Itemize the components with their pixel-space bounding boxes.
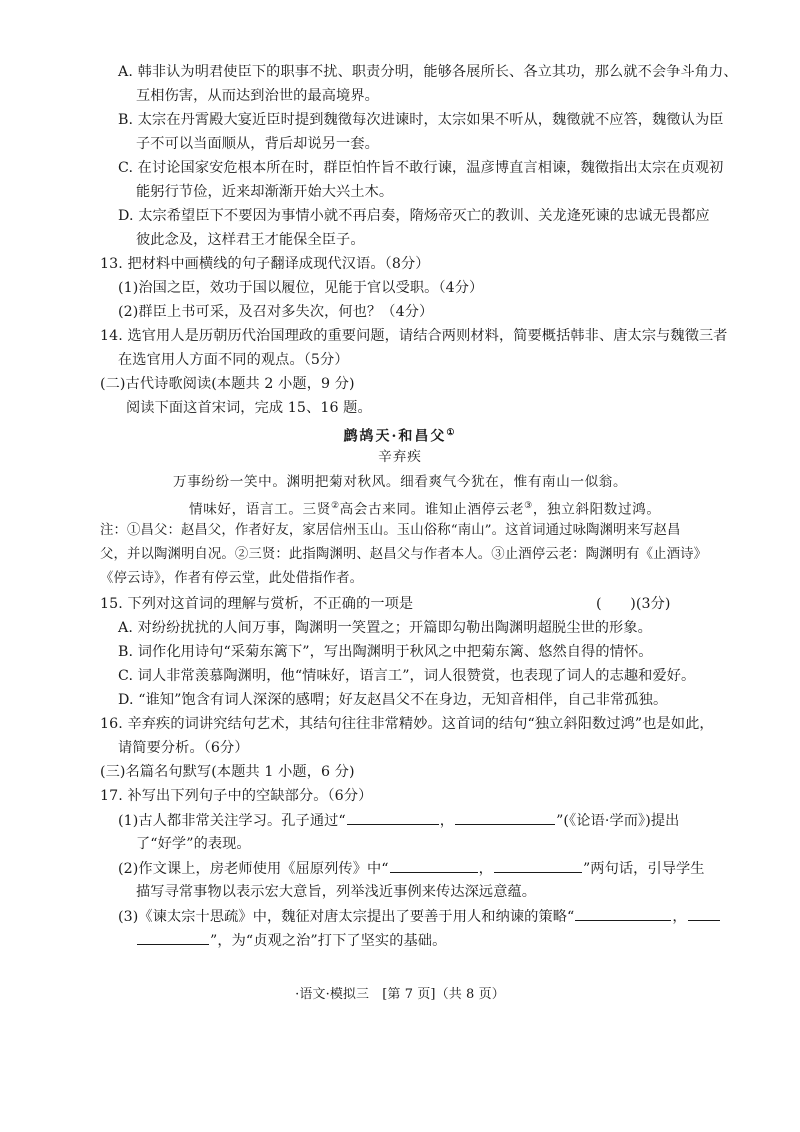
q16-line2: 请简要分析。（6分）: [118, 740, 249, 756]
section-2-heading: (二)古代诗歌阅读(本题共 2 小题，9 分): [100, 376, 355, 392]
notes-line2: 父，并以陶渊明自况。②三贤：此指陶渊明、赵昌父与作者本人。③止酒停云老：陶渊明有《止酒诗》: [100, 547, 708, 562]
answer-blank-3[interactable]: [390, 858, 478, 873]
poem-title: [0, 423, 800, 447]
q16-line1: 16. 辛弃疾的词讲究结句艺术，其结句往往非常精妙。这首词的结句“独立斜阳数过鸿”也是如此，: [100, 716, 714, 732]
q17-stem: 17. 补写出下列句子中的空缺部分。（6分）: [100, 788, 373, 804]
q15-option-c: C. 词人非常羡慕陶渊明，他“情味好，语言工”，词人很赞赏，也表现了词人的志趣和爱好。: [118, 668, 696, 684]
q12-option-c-line2: 能躬行节俭，近来却渐渐开始大兴土木。: [136, 184, 394, 200]
q17-item-2-suffix: ”两句话，引导学生: [582, 861, 705, 877]
q13-sub-2: (2)群臣上书可采，及召对多失次，何也？（4分）: [118, 304, 434, 320]
page-footer: ·语文·模拟三 [第 7 页]（共 8 页）: [295, 987, 505, 1002]
q17-item-3-comma: ，: [672, 909, 687, 925]
answer-blank-2[interactable]: [455, 810, 555, 825]
section-3-heading: (三)名篇名句默写(本题共 1 小题，6 分): [100, 764, 355, 780]
q12-option-d-line1: D. 太宗希望臣下不要因为事情小就不再启奏，隋炀帝灭亡的教训、关龙逄死谏的忠诚无畏都应: [118, 208, 710, 224]
q17-item-1-prefix: (1)古人都非常关注学习。孔子通过“: [118, 813, 346, 829]
q15-answer-paren: ( )(3分): [596, 596, 671, 612]
notes-line3: 《停云诗》，作者有停云堂，此处借指作者。: [100, 571, 364, 586]
poem-title-footnote-mark: ①: [446, 428, 457, 438]
q17-item-1-line2: 了“好学”的表现。: [136, 836, 251, 852]
q17-item-1-comma: ，: [439, 813, 455, 829]
q14-line1: 14. 选官用人是历朝历代治国理政的重要问题，请结合两则材料，简要概括韩非、唐太宗与魏徵三者: [100, 328, 728, 344]
q17-item-1-line1: [118, 810, 679, 831]
answer-blank-6-start[interactable]: [688, 906, 720, 921]
q17-item-3-suffix: ”，为“贞观之治”打下了坚实的基础。: [210, 933, 447, 949]
q12-option-c-line1: C. 在讨论国家安危根本所在时，群臣怕忤旨不敢行谏，温彦博直言相谏，魏徵指出太宗在贞观初: [118, 160, 724, 176]
answer-blank-4[interactable]: [494, 858, 582, 873]
q15-option-a: A. 对纷纷扰扰的人间万事，陶渊明一笑置之；开篇即勾勒出陶渊明超脱尘世的形象。: [118, 620, 652, 636]
q12-option-a-line2: 互相伤害，从而达到治世的最高境界。: [136, 88, 379, 104]
q17-item-2-prefix: (2)作文课上，房老师使用《屈原列传》中“: [118, 861, 389, 877]
poem-line-2-c: ，独立斜阳数过鸿。: [532, 501, 661, 518]
poem-line-1: 万事纷纷一笑中。渊明把菊对秋风。细看爽气今犹在，惟有南山一似翁。: [173, 474, 628, 490]
poem-footnote-mark-2: ②: [330, 501, 340, 511]
q12-option-b-line1: B. 太宗在丹霄殿大宴近臣时提到魏徵每次进谏时，太宗如果不听从，魏徵就不应答，魏徵认为臣: [118, 112, 724, 128]
poem-title-text: 鹧鸪天·和昌父: [343, 428, 447, 445]
notes-line1: 注：①昌父：赵昌父，作者好友，家居信州玉山。玉山俗称“南山”。这首词通过咏陶渊明来写赵昌: [100, 523, 681, 538]
q12-option-d-line2: 彼此念及，这样君王才能保全臣子。: [136, 232, 365, 248]
q17-item-3-prefix: (3)《谏太宗十思疏》中，魏征对唐太宗提出了要善于用人和纳谏的策略“: [118, 909, 575, 925]
q12-option-b-line2: 子不可以当面顺从，背后却说另一套。: [136, 136, 379, 152]
q15-option-d: D. “谁知”饱含有词人深深的感喟；好友赵昌父不在身边，无知音相伴，自己非常孤独。: [118, 692, 668, 708]
answer-blank-1[interactable]: [347, 810, 439, 825]
q12-option-a-line1: A. 韩非认为明君使臣下的职事不扰、职责分明，能够各展所长、各立其功，那么就不会争斗角力、: [118, 64, 738, 80]
q14-line2: 在选官用人方面不同的观点。（5分）: [118, 352, 349, 368]
q17-item-2-line2: 描写寻常事物以表示宏大意旨，列举浅近事例来传达深远意蕴。: [136, 884, 537, 900]
answer-blank-5[interactable]: [575, 906, 671, 921]
section-2-intro: 阅读下面这首宋词，完成 15、16 题。: [126, 400, 372, 416]
poem-line-2: [189, 496, 661, 520]
answer-blank-6-end[interactable]: [137, 930, 209, 945]
q13-stem: 13. 把材料中画横线的句子翻译成现代汉语。（8分）: [100, 256, 430, 272]
q17-item-2-comma: ，: [478, 861, 493, 877]
q17-item-3-line2: [136, 930, 446, 951]
poem-line-2-b: 高会古来同。谁知止酒停云老: [339, 501, 525, 518]
poem-footnote-mark-3: ③: [524, 501, 533, 511]
poem-line-2-a: 情味好，语言工。三贤: [189, 501, 331, 518]
poem-author: 辛弃疾: [378, 449, 422, 465]
q17-item-3-line1: [118, 906, 721, 927]
q15-option-b: B. 词作化用诗句“采菊东篱下”，写出陶渊明于秋风之中把菊东篱、悠然自得的情怀。: [118, 644, 653, 660]
q17-item-1-suffix: ”(《论语·学而》)提出: [556, 813, 680, 829]
q15-stem: 15. 下列对这首词的理解与赏析，不正确的一项是: [100, 596, 414, 612]
q13-sub-1: (1)治国之臣，效功于国以履位，见能于官以受职。（4分）: [118, 280, 484, 296]
q17-item-2-line1: [118, 858, 705, 879]
